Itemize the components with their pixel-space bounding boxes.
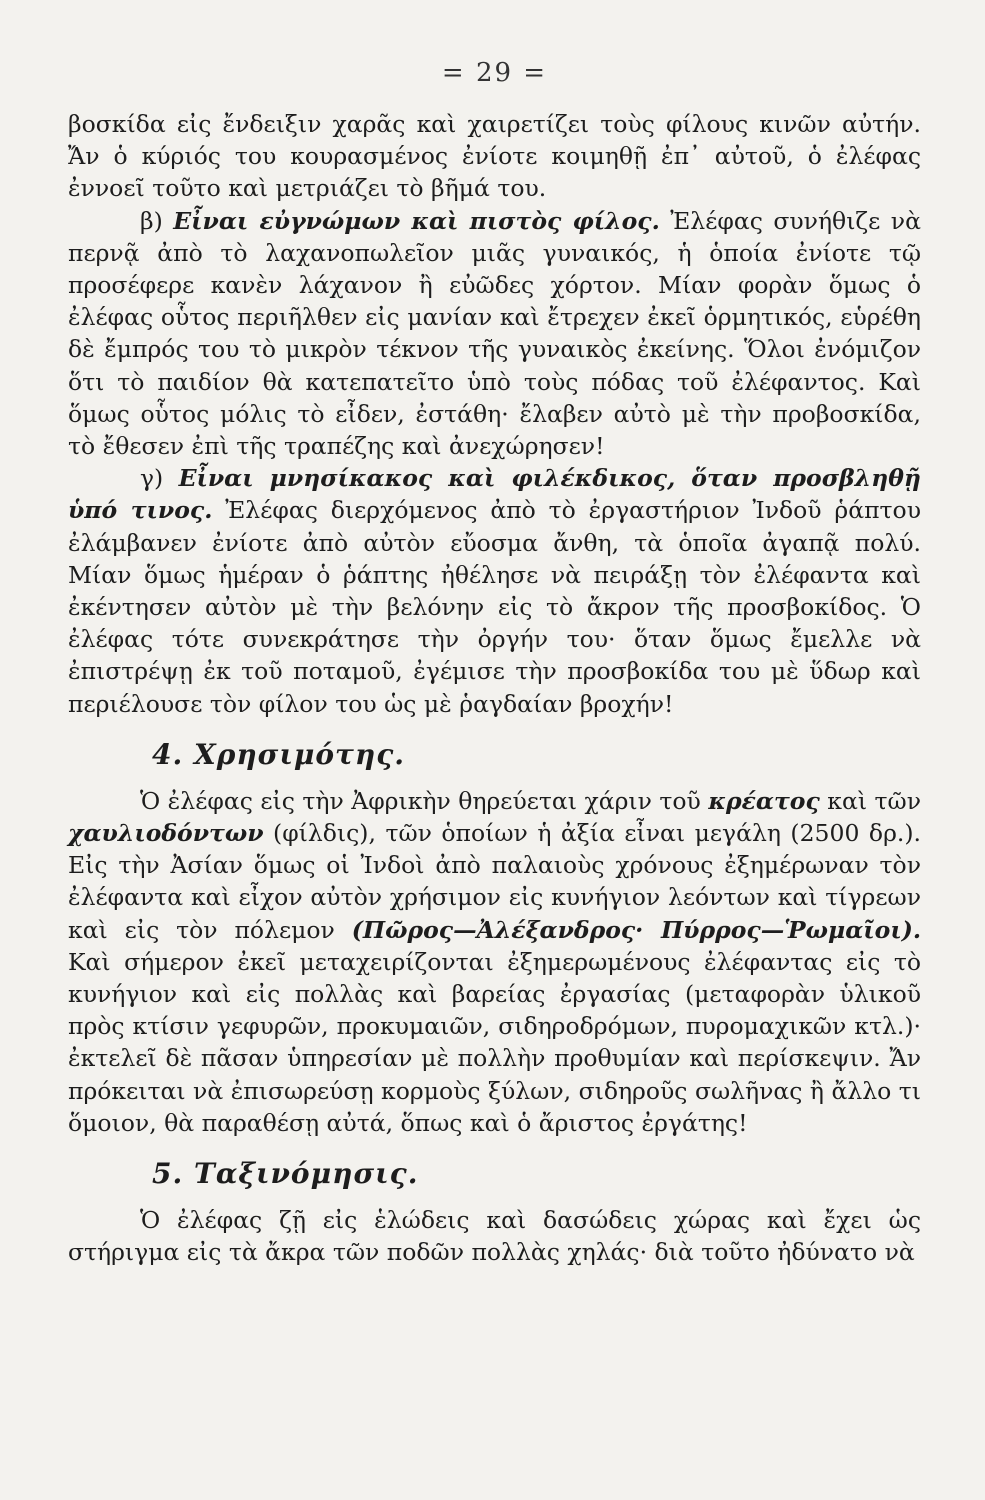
paragraph-classification: Ὁ ἐλέφας ζῇ εἰς ἑλώδεις καὶ δασώδεις χώρας καὶ ἔχει ὡς στήριγμα εἰς τὰ ἄκρα τῶν ποδῶν πολλὰς χηλάς· διὰ τοῦτο ἠδύνατο νὰ xyxy=(68,1206,921,1267)
page-number: = 29 = xyxy=(441,58,548,88)
section-heading-4: 4. Χρησιμότης. xyxy=(152,737,406,771)
paragraph-gamma xyxy=(68,462,921,720)
section-heading-5: 5. Ταξινόμησις. xyxy=(152,1157,419,1191)
paragraph-beta xyxy=(68,205,921,463)
emphasis: κρέατος xyxy=(708,786,820,815)
text-run: καὶ τῶν xyxy=(827,786,921,815)
item-label: β) xyxy=(140,206,163,235)
item-label: γ) xyxy=(140,464,164,493)
emphasis: (Πῶρος—Ἀλέξανδρος· Πύρρος—Ῥωμαῖοι). xyxy=(351,915,921,944)
item-text: Ἐλέφας συνήθιζε νὰ περνᾷ ἀπὸ τὸ λαχανοπωλεῖον μιᾶς γυναικός, ἡ ὁποία ἐνίοτε τῷ προσέφερε κανὲν λάχανον ἢ εὐῶδες χόρτον. Μίαν φορὰν ὅμως ὁ ἐλέφας οὗτος περιῆλθεν εἰς μανίαν καὶ ἔτρεχεν ἐκεῖ ὁρμητικός, εὑρέθη δὲ ἔμπρός του τὸ μικρὸν τέκνον τῆς γυναικὸς ἐκείνης. Ὅλοι ἐνόμιζον ὅτι τὸ παιδίον θὰ κατεπατεῖτο ὑπὸ τοὺς πόδας τοῦ ἐλέφαντος. Καὶ ὅμως οὗτος μόλις τὸ εἶδεν, ἐστάθη· ἔλαβεν αὐτὸ μὲ τὴν προβοσκίδα, τὸ ἔθεσεν ἐπὶ τῆς τραπέζης καὶ ἀνεχώρησεν! xyxy=(68,206,921,461)
text-run: Ὁ ἐλέφας εἰς τὴν Ἀφρικὴν θηρεύεται χάριν τοῦ xyxy=(140,786,701,815)
text-run: (φίλδις), τῶν ὁποίων ἡ ἀξία εἶναι μεγάλη (2500 δρ.). Εἰς τὴν Ἀσίαν ὅμως οἱ Ἰνδοὶ ἀπὸ παλαιοὺς χρόνους ἐξημέρωναν τὸν ἐλέφαντα καὶ εἶχον αὐτὸν χρήσιμον εἰς κυνήγιον λεόντων καὶ τίγρεων καὶ εἰς τὸν πόλεμον xyxy=(68,819,921,944)
emphasis: χαυλιοδόντων xyxy=(68,819,264,848)
item-heading: Εἶναι εὐγνώμων καὶ πιστὸς φίλος. xyxy=(173,206,660,235)
paragraph-continuation: βοσκίδα εἰς ἔνδειξιν χαρᾶς καὶ χαιρετίζει τοὺς φίλους κινῶν αὐτήν. Ἄν ὁ κύριός του κουρασμένος ἐνίοτε κοιμηθῇ ἐπ᾿ αὐτοῦ, ὁ ἐλέφας ἐννοεῖ τοῦτο καὶ μετριάζει τὸ βῆμά του. xyxy=(68,110,921,203)
text-run: Καὶ σήμερον ἐκεῖ μεταχειρίζονται ἐξημερωμένους ἐλέφαντας εἰς τὸ κυνήγιον καὶ εἰς πολλὰς καὶ βαρείας ἐργασίας (μεταφορὰν ὑλικοῦ πρὸς κτίσιν γεφυρῶν, προκυμαιῶν, σιδηροδρόμων, πυρομαχικῶν κτλ.)· ἐκτελεῖ δὲ πᾶσαν ὑπηρεσίαν μὲ πολλὴν προθυμίαν καὶ περίσκεψιν. Ἄν πρόκειται νὰ ἐπισωρεύσῃ κορμοὺς ξύλων, σιδηροῦς σωλῆνας ἢ ἄλλο τι ὅμοιον, θὰ παραθέσῃ αὐτά, ὅπως καὶ ὁ ἄριστος ἐργάτης! xyxy=(68,947,921,1137)
item-heading: Εἶναι μνησίκακος καὶ φιλέκδικος, ὅταν προσβληθῇ ὑπό τινος. xyxy=(68,464,921,525)
paragraph-usefulness xyxy=(68,785,921,1139)
item-text: Ἐλέφας διερχόμενος ἀπὸ τὸ ἐργαστήριον Ἰνδοῦ ῥάπτου ἐλάμβανεν ἐνίοτε ἀπὸ αὐτὸν εὔοσμα ἄνθη, τὰ ὁποῖα ἀγαπᾷ πολύ. Μίαν ὅμως ἡμέραν ὁ ῥάπτης ἠθέλησε νὰ πειράξῃ τὸν ἐλέφαντα καὶ ἐκέντησεν αὐτὸν μὲ τὴν βελόνην εἰς τὸ ἄκρον τῆς προσβοκίδος. Ὁ ἐλέφας τότε συνεκράτησε τὴν ὀργήν του· ὅταν ὅμως ἔμελλε νὰ ἐπιστρέψῃ ἐκ τοῦ ποταμοῦ, ἐγέμισε τὴν προσβοκίδα του μὲ ὕδωρ καὶ περιέλουσε τὸν φίλον του ὡς μὲ ῥαγδαίαν βροχήν! xyxy=(68,496,921,718)
